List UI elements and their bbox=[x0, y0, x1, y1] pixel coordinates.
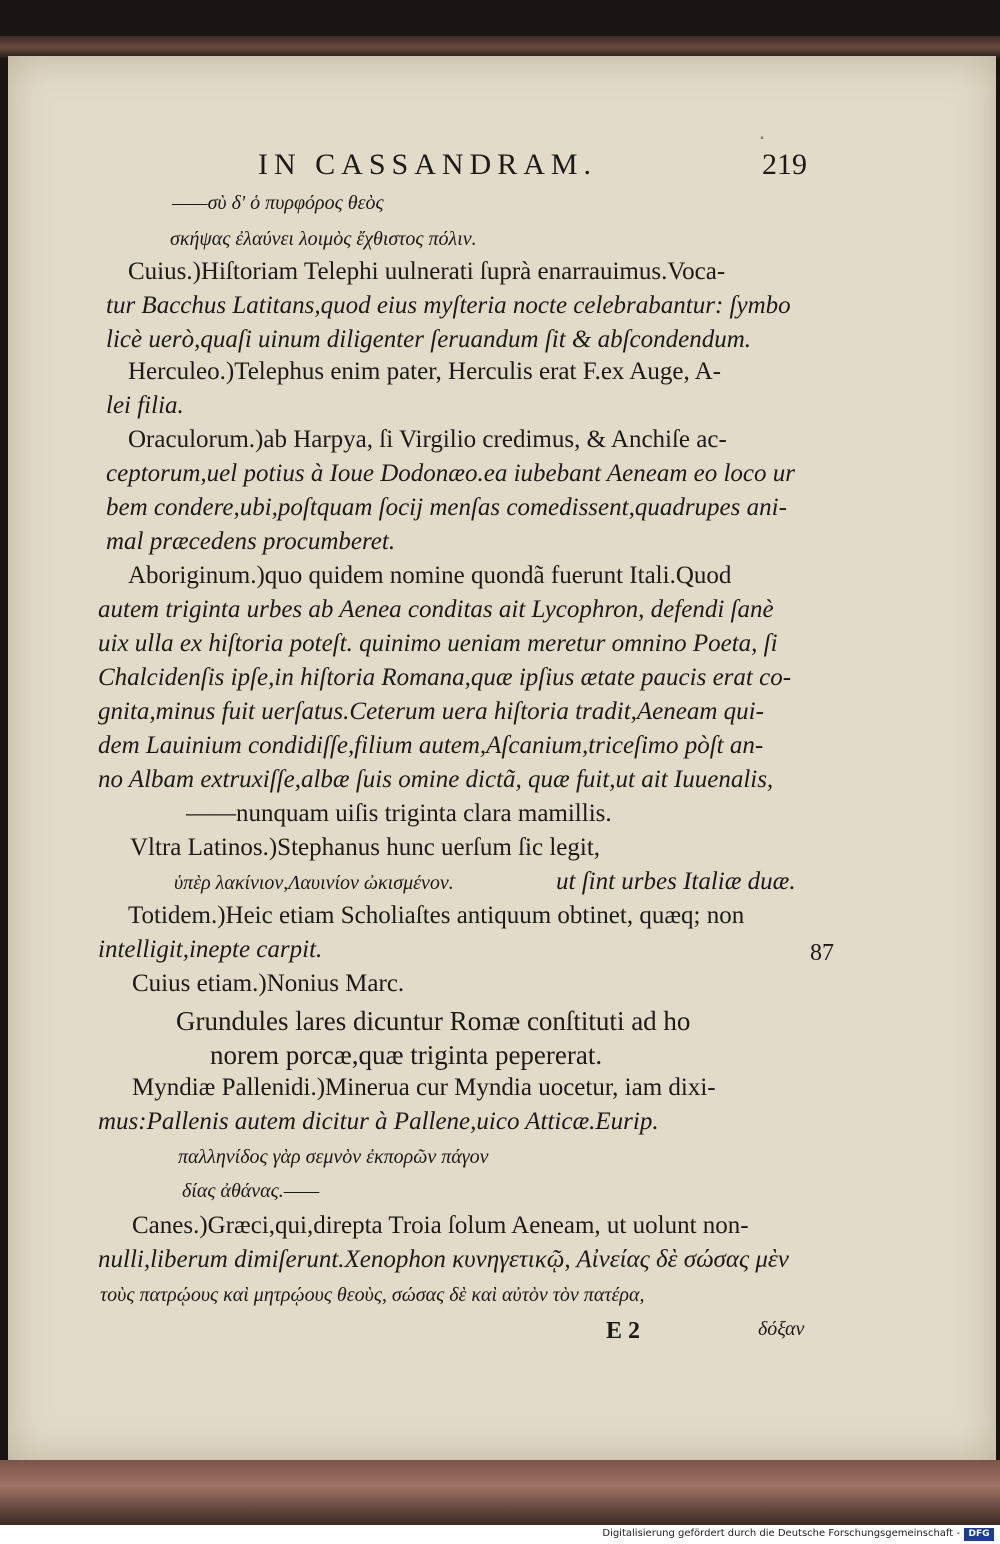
text-line: norem porcæ,quæ triginta pepererat. bbox=[210, 1040, 603, 1070]
text-line: ceptorum,uel potius à Ioue Dodonæo.ea iubebant Aeneam eo loco ur bbox=[106, 460, 796, 487]
catchword: δόξαν bbox=[758, 1318, 805, 1340]
text-line: lei filia. bbox=[106, 392, 184, 419]
text-line: τοὺς πατρῴους καὶ μητρῴους θεοὺς, σώσας δὲ καὶ αὐτὸν τὸν πατέρα, bbox=[100, 1284, 645, 1306]
text-line: uix ulla ex hiſtoria poteſt. quinimo ueniam meretur omnino Poeta, ſi bbox=[98, 630, 778, 657]
dfg-logo: DFG bbox=[964, 1528, 994, 1541]
text-line: Cuius etiam.)Nonius Marc. bbox=[132, 970, 405, 997]
text-line: gnita,minus fuit uerſatus.Ceterum uera hiſtoria tradit,Aeneam qui- bbox=[98, 698, 764, 725]
text-line: intelligit,inepte carpit. bbox=[98, 936, 323, 963]
signature-mark: E 2 bbox=[606, 1318, 641, 1344]
text-line: bem condere,ubi,poſtquam ſocij menſas comedissent,quadrupes ani- bbox=[106, 494, 787, 521]
page-bottom-edge bbox=[0, 1460, 1000, 1525]
text-line: Chalcidenſis ipſe,in hiſtoria Romana,quæ ipſius ætate paucis erat co- bbox=[98, 664, 792, 691]
text-line: ὑπὲρ λακίνιον,Λαυινίον ὠκισμένον. bbox=[174, 872, 454, 894]
page-number: 219 bbox=[762, 148, 807, 181]
page-mark: ˚ bbox=[760, 134, 764, 148]
credit-bar bbox=[0, 1525, 1000, 1544]
text-line: Myndiæ Pallenidi.)Minerua cur Myndia uocetur, iam dixi- bbox=[132, 1074, 716, 1101]
text-line: mal præcedens procumberet. bbox=[106, 528, 396, 555]
text-line: nulli,liberum dimiſerunt.Xenophon κυνηγετικῷ, Αἰνείας δὲ σώσας μὲν bbox=[98, 1246, 789, 1273]
text-line: σκήψας ἐλαύνει λοιμὸς ἔχθιστος πόλιν. bbox=[170, 228, 477, 250]
text-line: no Albam extruxiſſe,albæ ſuis omine dictã, quæ fuit,ut ait Iuuenalis, bbox=[98, 766, 774, 793]
text-line: Totidem.)Heic etiam Scholiaſtes antiquum obtinet, quæq; non bbox=[128, 902, 745, 929]
text-line: Herculeo.)Telephus enim pater, Herculis erat F.ex Auge, A- bbox=[128, 358, 721, 385]
text-line: licè uerò,quaſi uinum diligenter ſeruandum ſit & abſcondendum. bbox=[106, 326, 752, 353]
text-line: ut ſint urbes Italiæ duæ. bbox=[556, 868, 796, 895]
text-line: Oraculorum.)ab Harpyа, ſi Virgilio credimus, & Anchiſe ac- bbox=[128, 426, 727, 453]
text-line: ——nunquam uiſis triginta clara mamillis. bbox=[186, 800, 612, 827]
text-line: autem triginta urbes ab Aenea conditas ait Lycophron, defendi ſanè bbox=[98, 596, 774, 623]
page-title: IN CASSANDRAM. bbox=[258, 148, 598, 181]
funding-credit: Digitalisierung gefördert durch die Deutsche Forschungsgemeinschaft - bbox=[602, 1528, 960, 1539]
text-line: Cuius.)Hiſtoriam Telephi uulnerati ſuprà enarrauimus.Voca- bbox=[128, 258, 726, 285]
text-line: Grundules lares dicuntur Romæ conſtituti ad ho bbox=[176, 1006, 691, 1036]
text-line: Vltra Latinos.)Stephanus hunc uerſum ſic legit, bbox=[130, 834, 601, 861]
text-line: mus:Pallenis autem dicitur à Pallene,uico Atticæ.Eurip. bbox=[98, 1108, 659, 1135]
text-line: δίας ἀθάνας.—— bbox=[182, 1180, 320, 1202]
text-line: Canes.)Græci,qui,direpta Troia ſolum Aeneam, ut uolunt non- bbox=[132, 1212, 749, 1239]
text-line: tur Bacchus Latitans,quod eius myſteria nocte celebrabantur: ſymbo bbox=[106, 292, 791, 319]
text-line: ——σὺ δ' ὁ πυρφόρος θεὸς bbox=[172, 192, 384, 214]
page-top-edge bbox=[0, 36, 1000, 58]
margin-note: 87 bbox=[810, 940, 834, 966]
text-line: παλληνίδος γὰρ σεμνὸν ἐκπορῶν πάγον bbox=[178, 1146, 489, 1168]
text-line: Aboriginum.)quo quidem nomine quondã fuerunt Itali.Quod bbox=[128, 562, 732, 589]
text-line: dem Lauinium condidiſſe,filium autem,Aſcanium,triceſimo pòſt an- bbox=[98, 732, 764, 759]
